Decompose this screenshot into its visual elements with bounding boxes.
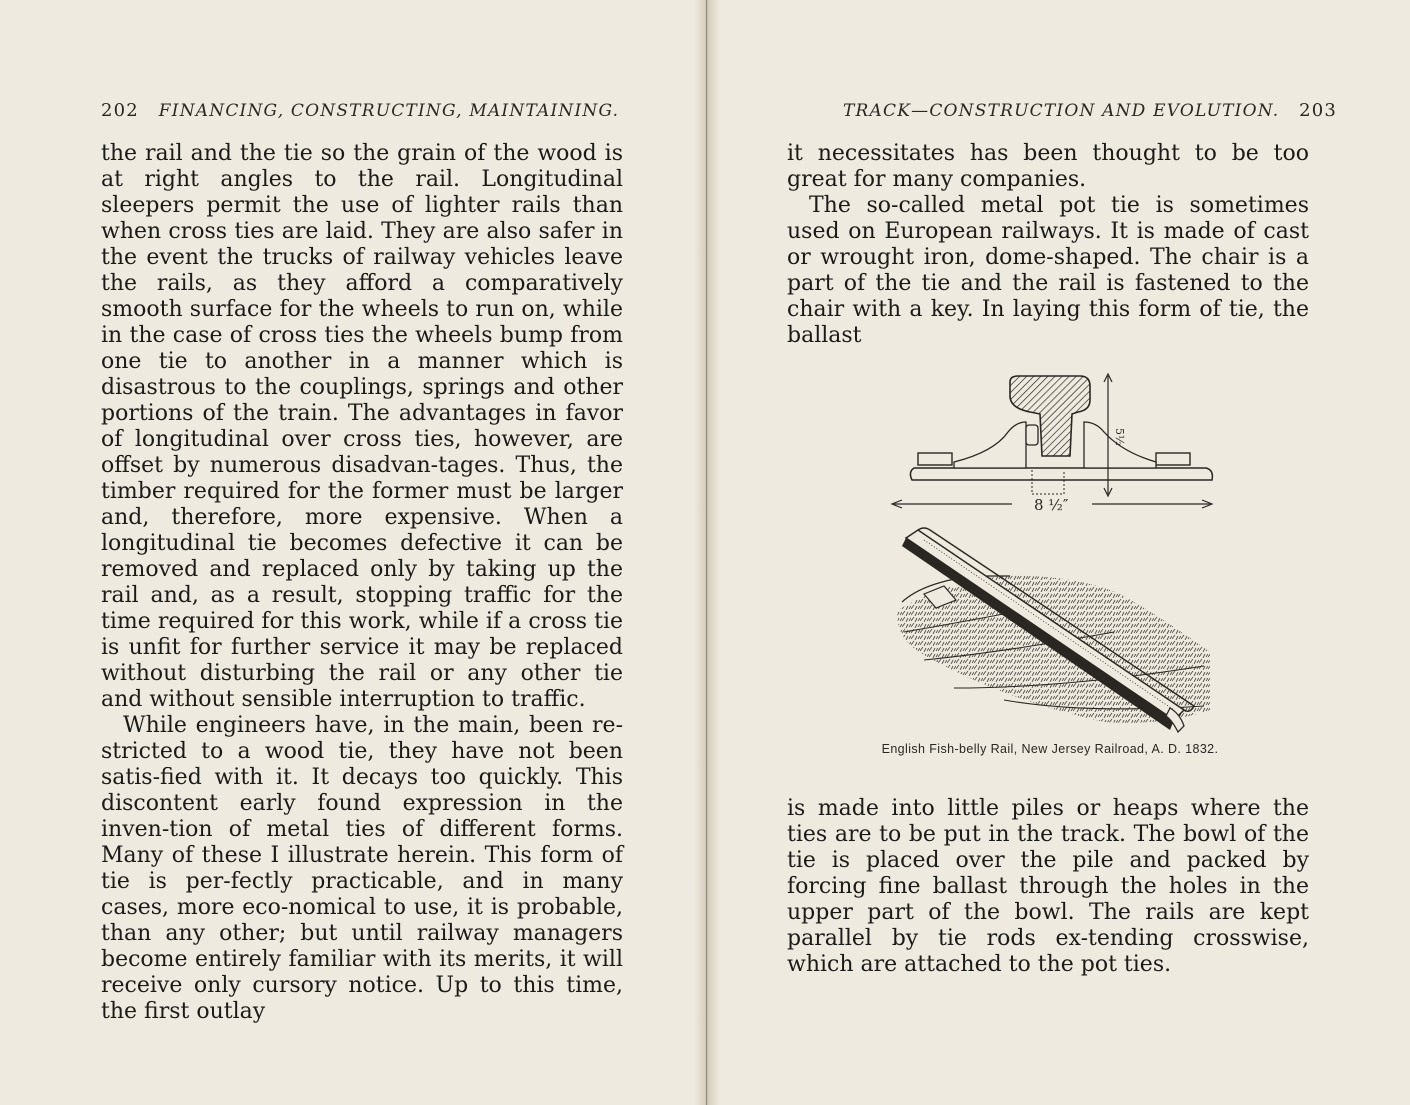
right-running-head bbox=[843, 100, 1337, 121]
left-paragraph-1: the rail and the tie so the grain of the wood is at right angles to the rail. Longitudinal sleepers permit the use of lighter rails than when cross ties are laid. They are also safer in the event the trucks of railway vehicles leave the rails, as they afford a comparatively smooth surface for the wheels to run on, while in the case of cross ties the wheels bump from one tie to another in a manner which is disastrous to the couplings, springs and other portions of the train. The advantages in favor of longitudinal over cross ties, however, are offset by numerous disadvan-tages. Thus, the timber required for the former must be larger and, therefore, more expensive. When a longitudinal tie becomes defective it can be removed and replaced only by taking up the rail and, as a result, stopping traffic for the time required for this work, while if a cross tie is unfit for further service it may be replaced without disturbing the rail or any other tie and without sensible interruption to traffic. bbox=[101, 141, 623, 712]
rail-cross-section bbox=[892, 374, 1212, 514]
right-page bbox=[706, 0, 1410, 1105]
height-dimension-label: 5½ bbox=[1113, 428, 1126, 446]
right-body-text-bottom bbox=[787, 796, 1309, 978]
figure-caption: English Fish-belly Rail, New Jersey Railroad, A. D. 1832. bbox=[881, 742, 1219, 756]
gutter-fold-line bbox=[706, 0, 707, 1105]
fish-belly-rail-drawing bbox=[884, 370, 1214, 735]
right-page-number: 203 bbox=[1299, 100, 1338, 121]
right-running-head-title: TRACK—CONSTRUCTION AND EVOLUTION. bbox=[843, 101, 1280, 121]
left-running-head bbox=[101, 100, 619, 121]
right-paragraph-2: The so-called metal pot tie is sometimes used on European railways. It is made of cast or wrought iron, dome-shaped. The chair is a part of the tie and the rail is fastened to the chair with a key. In laying this form of tie, the ballast bbox=[787, 193, 1309, 348]
left-body-text bbox=[101, 141, 623, 1025]
left-page-number: 202 bbox=[101, 100, 139, 121]
right-paragraph-1: it necessitates has been thought to be too great for many companies. bbox=[787, 141, 1309, 192]
right-body-text-top bbox=[787, 141, 1309, 349]
left-running-head-title: FINANCING, CONSTRUCTING, MAINTAINING. bbox=[158, 101, 620, 121]
rail-perspective-view bbox=[898, 528, 1210, 732]
book-gutter bbox=[694, 0, 720, 1105]
right-paragraph-3: is made into little piles or heaps where the ties are to be put in the track. The bowl of the tie is placed over the pile and packed by forcing fine ballast through the holes in the upper part of the bowl. The rails are kept parallel by tie rods ex-tending crosswise, which are attached to the pot ties. bbox=[787, 796, 1309, 977]
width-dimension-label: 8 ½″ bbox=[1034, 496, 1069, 514]
left-paragraph-2: While engineers have, in the main, been re-stricted to a wood tie, they have not been satis-fied with it. It decays too quickly. This discontent early found expression in the inven-tion of metal ties of different forms. Many of these I illustrate herein. This form of tie is per-fectly practicable, and in many cases, more eco-nomical to use, it is probable, than any other; but until railway managers become entirely familiar with its merits, it will receive only cursory notice. Up to this time, the first outlay bbox=[101, 713, 623, 1024]
rail-illustration bbox=[884, 370, 1214, 735]
